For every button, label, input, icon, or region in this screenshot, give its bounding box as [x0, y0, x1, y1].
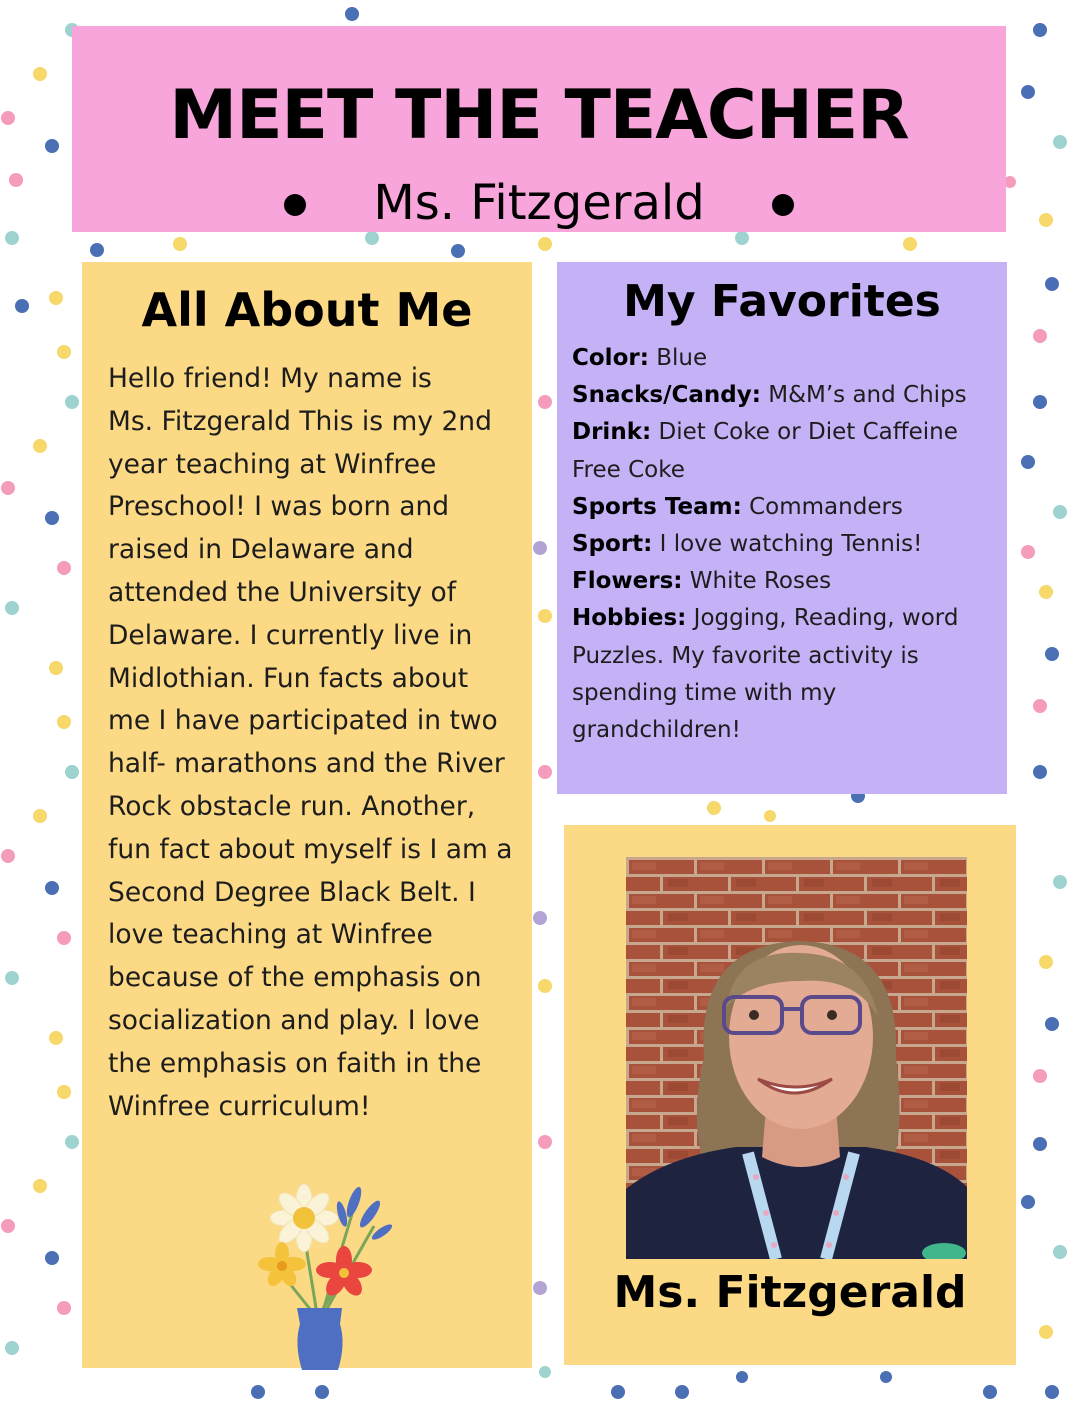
about-me-line: love teaching at Winfree: [108, 919, 433, 951]
favorite-value: Diet Coke or Diet Caffeine Free Coke: [572, 419, 958, 483]
favorites-panel: [557, 262, 1007, 794]
favorite-item-drink: [572, 414, 1002, 488]
about-me-line: fun fact about myself is I am a: [108, 833, 513, 865]
favorite-item-hobbies: [572, 600, 1002, 749]
favorite-value: Commanders: [741, 493, 903, 520]
about-me-line: year teaching at Winfree: [108, 448, 437, 480]
flower-vase-icon: [242, 1174, 392, 1374]
about-me-line: Winfree curriculum!: [108, 1090, 371, 1122]
favorite-item-color: [572, 340, 1002, 377]
favorite-item-flowers: [572, 563, 1002, 600]
about-me-line: Second Degree Black Belt. I: [108, 876, 476, 908]
teacher-name-subtitle: Ms. Fitzgerald: [373, 175, 705, 231]
favorite-value: Blue: [648, 345, 708, 371]
favorite-item-snacks: [572, 377, 1002, 414]
about-me-panel: [82, 262, 532, 1368]
favorites-heading: My Favorites: [623, 276, 941, 327]
page-title: MEET THE TEACHER: [169, 76, 909, 155]
teacher-photo-card: [564, 825, 1016, 1365]
favorite-value: M&M’s and Chips: [760, 382, 967, 409]
favorite-label: Flowers:: [572, 568, 683, 595]
bullet-icon-right: [772, 194, 794, 216]
favorite-value: Jogging, Reading, word Puzzles. My favorite activity is spending time with my grandchildren!: [572, 605, 959, 744]
header-banner: [72, 26, 1006, 232]
about-me-line: because of the emphasis on: [108, 962, 482, 994]
about-me-line: raised in Delaware and: [108, 534, 414, 566]
favorite-value: I love watching Tennis!: [652, 531, 923, 558]
about-me-line: attended the University of: [108, 576, 457, 608]
about-me-text: [108, 358, 518, 1128]
favorite-value: White Roses: [682, 568, 832, 595]
favorite-label: Sports Team:: [572, 493, 742, 520]
about-me-line: Ms. Fitzgerald This is my 2nd: [108, 405, 492, 437]
about-me-line: Hello friend! My name is: [108, 363, 432, 394]
portrait-illustration: [626, 857, 967, 1259]
about-me-line: Preschool! I was born and: [108, 491, 450, 523]
favorites-list: [572, 340, 1002, 749]
about-me-line: Midlothian. Fun facts about: [108, 662, 469, 694]
about-me-line: me I have participated in two: [108, 705, 498, 737]
favorite-item-sports-team: [572, 489, 1002, 526]
photo-caption: Ms. Fitzgerald: [613, 1267, 967, 1318]
favorite-label: Sport:: [572, 531, 653, 558]
about-me-line: socialization and play. I love: [108, 1004, 480, 1036]
teacher-photo: [626, 857, 967, 1259]
about-me-line: Delaware. I currently live in: [108, 619, 473, 651]
favorite-label: Hobbies:: [572, 605, 687, 632]
about-me-heading: All About Me: [141, 283, 473, 337]
favorite-label: Color:: [572, 345, 649, 371]
favorite-item-sport: [572, 526, 1002, 563]
about-me-line: half- marathons and the River: [108, 748, 505, 780]
favorite-label: Drink:: [572, 419, 652, 446]
favorite-label: Snacks/Candy:: [572, 382, 761, 409]
about-me-line: the emphasis on faith in the: [108, 1047, 482, 1079]
about-me-line: Rock obstacle run. Another,: [108, 790, 476, 822]
